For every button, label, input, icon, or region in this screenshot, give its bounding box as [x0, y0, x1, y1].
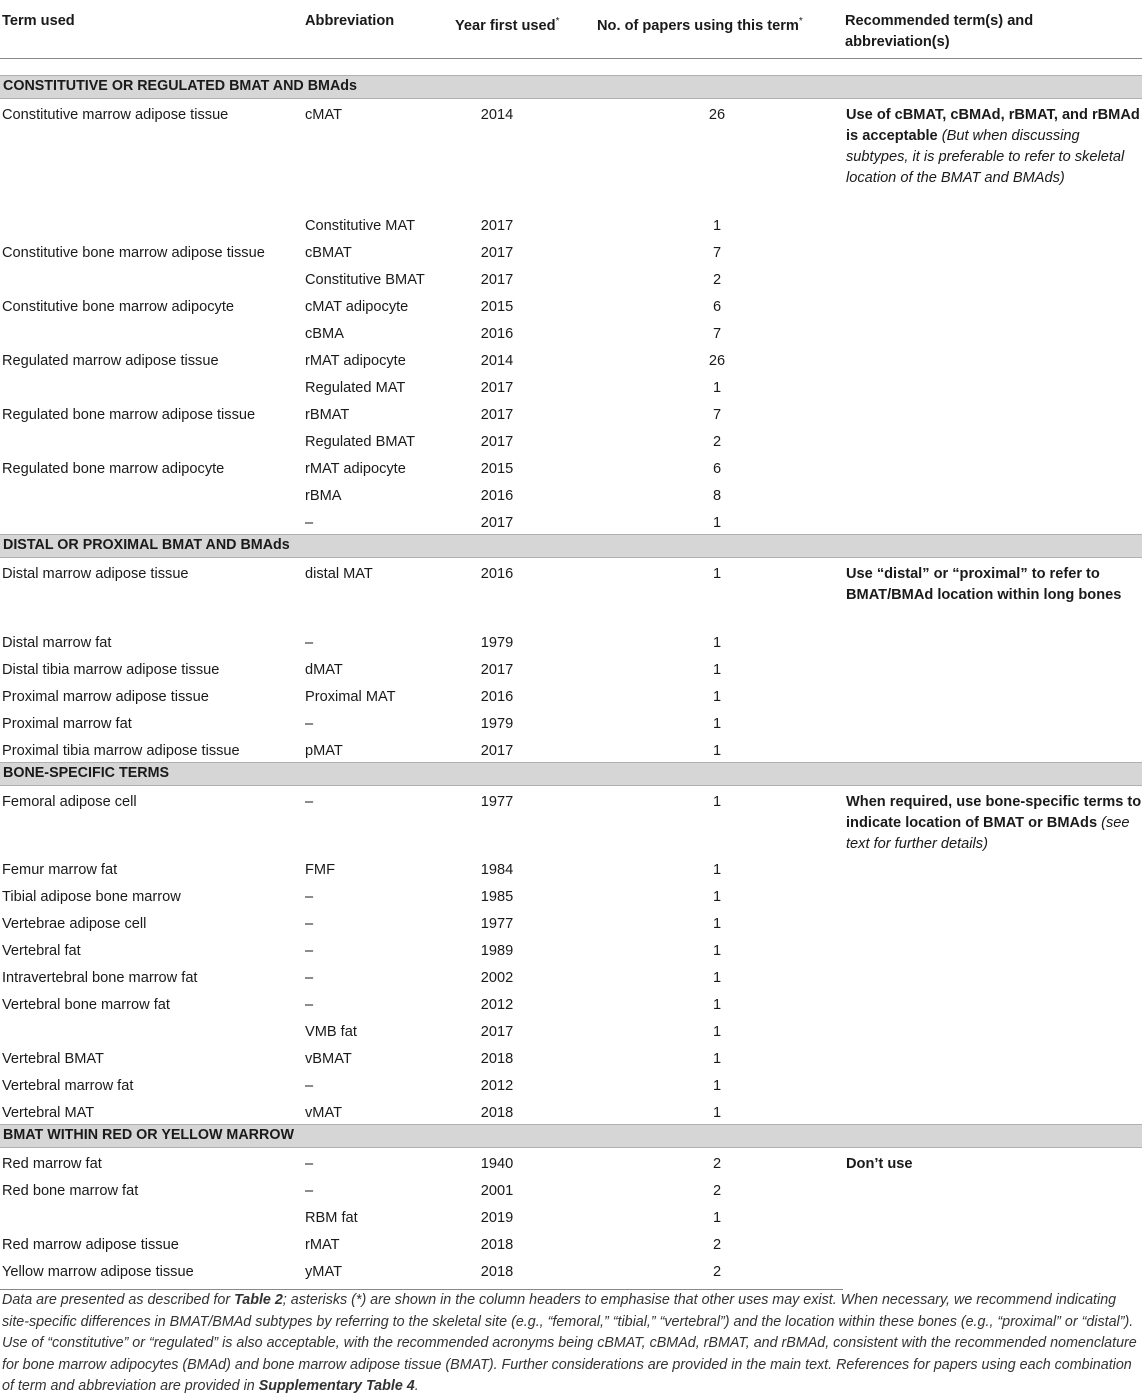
cell-term: Femur marrow fat [2, 862, 118, 878]
cell-papers: 1 [712, 661, 722, 678]
cell-papers: 1 [712, 943, 722, 959]
cell-papers: 2 [712, 434, 722, 450]
cell-year: 1984 [480, 862, 514, 878]
section-title: BMAT WITHIN RED OR YELLOW MARROW [0, 1125, 1142, 1148]
cell-year: 1979 [480, 634, 514, 651]
cell-term [0, 480, 303, 507]
cell-recommended [843, 558, 1142, 763]
cell-year: 2018 [480, 1051, 514, 1067]
table-row [0, 558, 1142, 627]
cell-abbreviation: rMAT [305, 1237, 340, 1253]
cell-year: 1989 [480, 943, 514, 959]
cell-papers: 1 [712, 715, 722, 732]
cell-term: Red marrow fat [2, 1156, 102, 1172]
section-header [0, 75, 1142, 98]
cell-term: Proximal marrow adipose tissue [2, 688, 209, 705]
cell-year: 2018 [480, 1105, 514, 1121]
recommended-term: Don’t use [846, 1156, 913, 1172]
header-abbreviation: Abbreviation [303, 0, 455, 58]
cell-abbreviation: Proximal MAT [305, 688, 396, 705]
cell-year: 2018 [455, 1256, 597, 1290]
cell-abbreviation: – [305, 793, 314, 810]
cell-papers: 1 [712, 997, 722, 1013]
cell-term [0, 372, 303, 399]
cell-year: 2002 [480, 970, 514, 986]
cell-term: Distal marrow fat [2, 634, 112, 651]
cell-year: 1977 [480, 793, 514, 810]
cell-year: 1979 [480, 715, 514, 732]
cell-abbreviation: – [305, 943, 314, 959]
cell-papers: 1 [712, 634, 722, 651]
cell-abbreviation: rBMA [305, 488, 342, 504]
footnote-supplementary-ref: Supplementary Table 4 [258, 1378, 415, 1395]
cell-year: 2016 [480, 326, 514, 342]
section-header [0, 535, 1142, 558]
cell-papers: 1 [712, 1105, 722, 1121]
cell-abbreviation: – [305, 916, 314, 932]
cell-year: 2017 [480, 380, 514, 396]
cell-year: 2001 [480, 1183, 514, 1199]
cell-abbreviation: pMAT [305, 742, 343, 759]
cell-abbreviation: cBMAT [305, 245, 352, 261]
cell-papers: 1 [712, 1051, 722, 1067]
cell-papers: 1 [712, 793, 722, 810]
cell-abbreviation: Regulated MAT [305, 380, 406, 396]
cell-papers: 2 [597, 1256, 843, 1290]
cell-abbreviation: yMAT [303, 1256, 455, 1290]
cell-recommended [843, 785, 1142, 1125]
cell-papers: 2 [712, 1156, 722, 1172]
cell-abbreviation: Constitutive BMAT [305, 272, 425, 288]
section-title: DISTAL OR PROXIMAL BMAT AND BMAds [0, 535, 1142, 558]
cell-year: 2017 [480, 1024, 514, 1040]
cell-papers: 1 [712, 218, 722, 234]
cell-year: 1977 [480, 916, 514, 932]
cell-year: 2017 [480, 272, 514, 288]
cell-papers: 1 [712, 742, 722, 759]
cell-papers: 2 [712, 1183, 722, 1199]
cell-abbreviation: cBMA [305, 326, 344, 342]
cell-year: 2017 [480, 218, 514, 234]
header-papers: No. of papers using this term* [597, 0, 843, 58]
cell-year: 2019 [480, 1210, 514, 1226]
cell-abbreviation: FMF [305, 862, 335, 878]
cell-papers: 1 [712, 889, 722, 905]
cell-term [0, 264, 303, 291]
cell-term: Vertebral BMAT [2, 1051, 104, 1067]
cell-papers: 1 [712, 1210, 722, 1226]
section-header [0, 762, 1142, 785]
table-footnote: Data are presented as described for Table 2; asterisks (*) are shown in the column headers to emphasise that other uses may exist. When necessary, we recommend indicating site-specific differences in BMAT/BMAd subtypes by referring to the skeletal site (e.g., “femoral,” “tibial,” “vertebral”) and the location within these bones (e.g., “proximal” or “distal”). Use of “constitutive” or “regulated” is also acceptable, with the recommended acronyms being cBMAT, cBMAd, rBMAT, and rBMAd, consistent with the recommended nomenclature for bone marrow adipocytes (BMAd) and bone marrow adipose tissue (BMAT). Further considerations are provided in the main text. References for papers using each combination of term and abbreviation are provided in Supplementary Table 4. [2, 1292, 1137, 1395]
cell-papers: 1 [712, 380, 722, 396]
cell-abbreviation: – [305, 634, 314, 651]
cell-abbreviation: – [305, 997, 314, 1013]
header-recommended: Recommended term(s) and abbreviation(s) [843, 0, 1142, 58]
cell-papers: 2 [712, 1237, 722, 1253]
cell-term: Regulated bone marrow adipose tissue [2, 407, 256, 423]
cell-term [0, 210, 303, 237]
cell-term: Vertebral marrow fat [2, 1078, 134, 1094]
table-row [0, 98, 1142, 210]
cell-year: 1940 [480, 1156, 514, 1172]
cell-recommended [843, 98, 1142, 535]
table-row [0, 785, 1142, 854]
cell-papers: 1 [712, 566, 722, 582]
header-year: Year first used* [455, 0, 597, 58]
cell-abbreviation: – [305, 970, 314, 986]
cell-abbreviation: vMAT [305, 1105, 343, 1121]
cell-papers: 2 [712, 272, 722, 288]
cell-term: Vertebral fat [2, 943, 81, 959]
section-header [0, 1125, 1142, 1148]
cell-papers: 1 [712, 1024, 722, 1040]
cell-year: 2017 [480, 407, 514, 423]
cell-year: 2017 [480, 245, 514, 261]
cell-abbreviation: rBMAT [305, 407, 350, 423]
cell-term [0, 426, 303, 453]
table-body [0, 58, 1142, 1290]
cell-papers: 6 [712, 461, 722, 477]
cell-abbreviation: Regulated BMAT [305, 434, 416, 450]
table-row [0, 1148, 1142, 1176]
cell-term: Regulated marrow adipose tissue [2, 353, 219, 369]
cell-year: 2016 [480, 688, 514, 705]
cell-year: 2017 [480, 434, 514, 450]
cell-year: 2017 [480, 515, 514, 531]
cell-papers: 1 [712, 515, 722, 531]
cell-term: Vertebral MAT [2, 1105, 95, 1121]
cell-year: 2015 [480, 461, 514, 477]
cell-abbreviation: cMAT adipocyte [305, 299, 409, 315]
cell-year: 2016 [480, 488, 514, 504]
cell-recommended [843, 1148, 1142, 1290]
cell-term: Distal tibia marrow adipose tissue [2, 661, 220, 678]
cell-term: Proximal tibia marrow adipose tissue [2, 742, 240, 759]
cell-papers: 26 [708, 106, 726, 123]
cell-abbreviation: distal MAT [305, 566, 373, 582]
recommended-term: Use “distal” or “proximal” to refer to BMAT/BMAd location within long bones [846, 566, 1122, 603]
header-term: Term used [0, 0, 303, 58]
recommended-note: (see text for further details) [846, 814, 1130, 852]
cell-abbreviation: rMAT adipocyte [305, 461, 406, 477]
cell-papers: 7 [712, 245, 722, 261]
cell-term: Yellow marrow adipose tissue [0, 1256, 303, 1290]
recommended-note: (But when discussing subtypes, it is preferable to refer to skeletal location of the BMAT and BMAds) [846, 127, 1125, 186]
cell-year: 1985 [480, 889, 514, 905]
recommended-term: When required, use bone-specific terms to indicate location of BMAT or BMAds [846, 793, 1142, 831]
footnote-table-ref: Table 2 [234, 1292, 283, 1308]
cell-term: Constitutive bone marrow adipocyte [2, 299, 234, 315]
cell-year: 2012 [480, 1078, 514, 1094]
cell-term: Intravertebral bone marrow fat [2, 970, 198, 986]
cell-papers: 8 [712, 488, 722, 504]
cell-year: 2017 [480, 661, 514, 678]
cell-term: Femoral adipose cell [2, 793, 137, 810]
cell-term: Vertebral bone marrow fat [2, 997, 170, 1013]
cell-term: Distal marrow adipose tissue [2, 566, 189, 582]
cell-abbreviation: – [305, 515, 314, 531]
cell-papers: 1 [712, 970, 722, 986]
cell-papers: 1 [712, 862, 722, 878]
cell-year: 2014 [480, 353, 514, 369]
cell-term: Tibial adipose bone marrow [2, 889, 181, 905]
cell-abbreviation: VMB fat [305, 1024, 357, 1040]
cell-papers: 7 [712, 326, 722, 342]
cell-abbreviation: RBM fat [305, 1210, 358, 1226]
cell-papers: 26 [708, 353, 726, 369]
section-title: BONE-SPECIFIC TERMS [0, 762, 1142, 785]
cell-abbreviation: cMAT [305, 106, 343, 123]
cell-papers: 1 [712, 1078, 722, 1094]
cell-term [0, 1202, 303, 1229]
cell-term: Proximal marrow fat [2, 715, 132, 732]
cell-abbreviation: – [305, 889, 314, 905]
cell-term: Vertebrae adipose cell [2, 916, 147, 932]
cell-year: 2018 [480, 1237, 514, 1253]
cell-abbreviation: rMAT adipocyte [305, 353, 406, 369]
cell-papers: 7 [712, 407, 722, 423]
cell-year: 2012 [480, 997, 514, 1013]
cell-term: Regulated bone marrow adipocyte [2, 461, 225, 477]
section-title: CONSTITUTIVE OR REGULATED BMAT AND BMAds [0, 75, 1142, 98]
cell-abbreviation: dMAT [305, 661, 343, 678]
cell-term [0, 318, 303, 345]
cell-year: 2017 [480, 742, 514, 759]
cell-abbreviation: Constitutive MAT [305, 218, 416, 234]
cell-abbreviation: – [305, 1183, 314, 1199]
header-spacer [0, 58, 1142, 75]
cell-abbreviation: – [305, 715, 314, 732]
cell-term [0, 1016, 303, 1043]
cell-papers: 1 [712, 916, 722, 932]
cell-year: 2014 [480, 106, 514, 123]
cell-papers: 1 [712, 688, 722, 705]
cell-year: 2016 [480, 566, 514, 582]
cell-abbreviation: vBMAT [305, 1051, 352, 1067]
cell-term: Constitutive bone marrow adipose tissue [2, 245, 265, 261]
cell-papers: 6 [712, 299, 722, 315]
cell-abbreviation: – [305, 1078, 314, 1094]
cell-abbreviation: – [305, 1156, 314, 1172]
cell-term: Red bone marrow fat [2, 1183, 139, 1199]
cell-term: Red marrow adipose tissue [2, 1237, 179, 1253]
cell-term [0, 507, 303, 535]
recommended-term: Use of cBMAT, cBMAd, rBMAT, and rBMAd is acceptable [846, 106, 1140, 144]
cell-year: 2015 [480, 299, 514, 315]
cell-term: Constitutive marrow adipose tissue [2, 106, 229, 123]
header-row [0, 0, 1142, 58]
